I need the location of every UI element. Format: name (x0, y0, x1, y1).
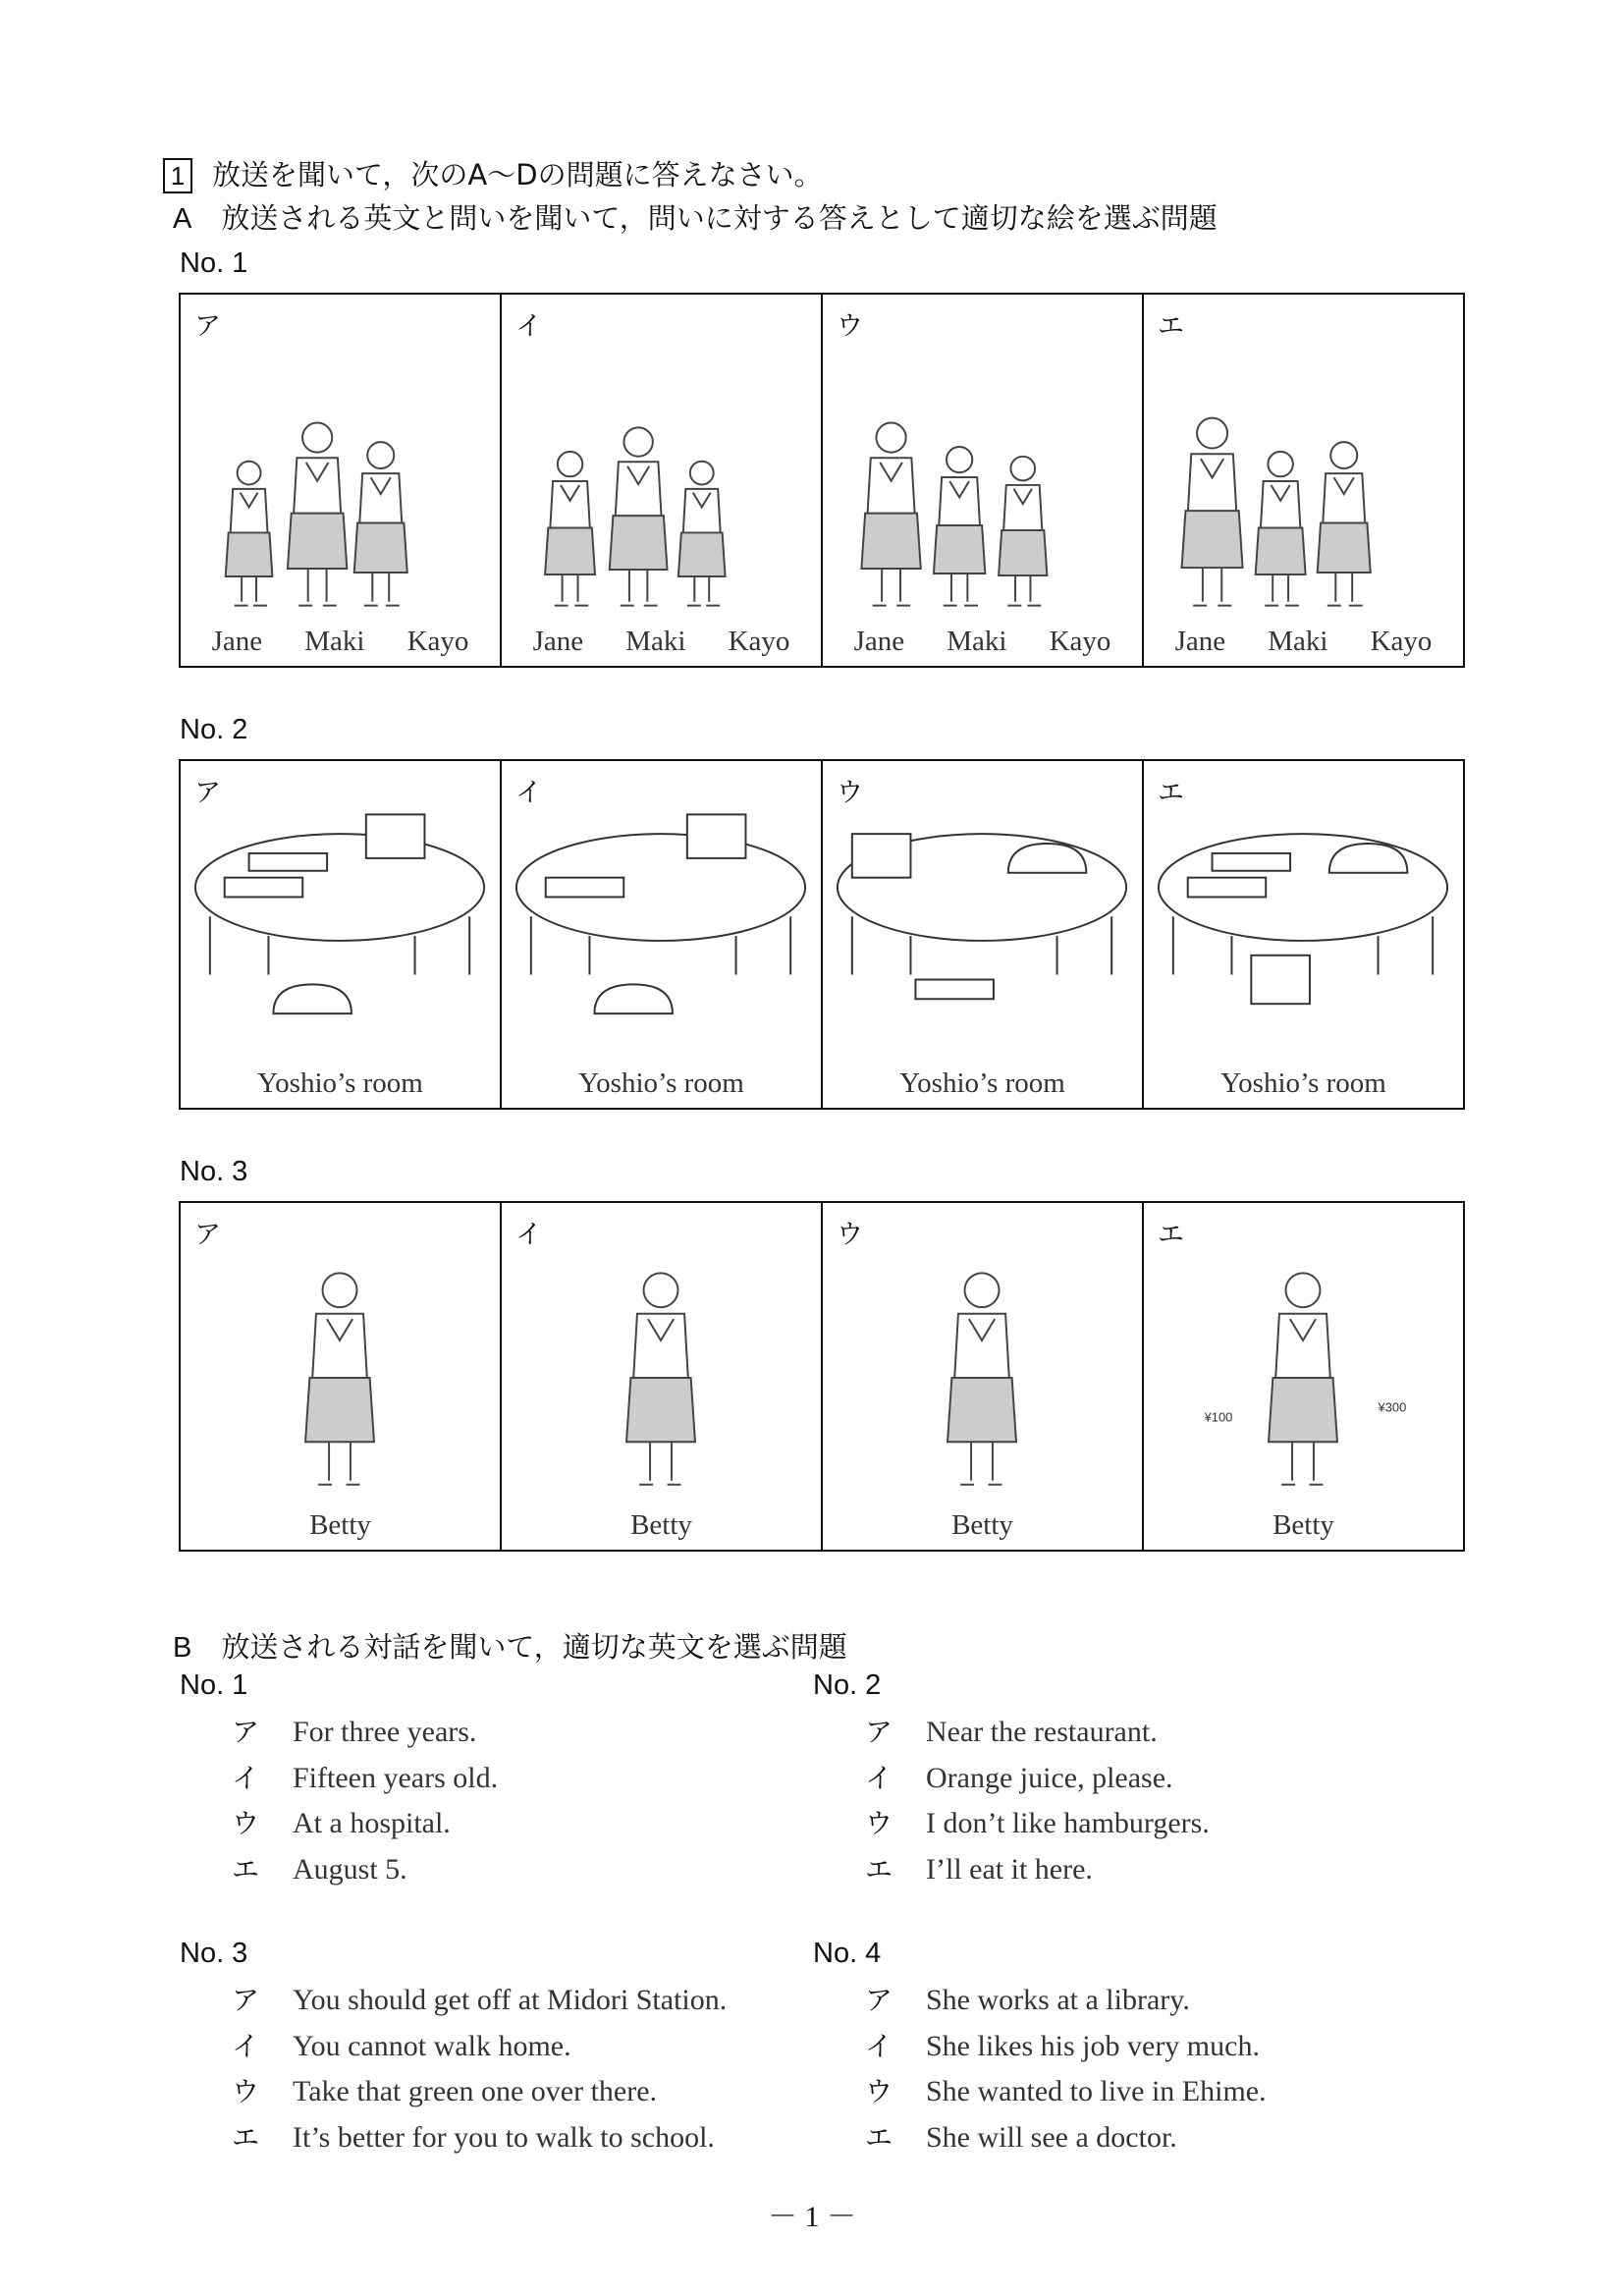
answer-option[interactable] (232, 2116, 715, 2156)
price-tag: ¥300 (1378, 1399, 1407, 1415)
option-text: Fifteen years old. (293, 1761, 499, 1794)
bag-icon (594, 984, 673, 1013)
choice-kana: ウ (837, 311, 863, 342)
girl-figure (678, 462, 726, 606)
option-text: It’s better for you to walk to school. (293, 2120, 715, 2154)
book-icon (915, 979, 994, 999)
answer-option[interactable] (865, 2070, 1267, 2109)
picture-choice[interactable] (1144, 295, 1463, 666)
book-icon (1213, 853, 1291, 871)
section-a-heading (173, 196, 1218, 237)
option-text: I don’t like hamburgers. (926, 1807, 1210, 1839)
illustration (823, 295, 1142, 666)
answer-option[interactable] (232, 1802, 451, 1841)
a-no2-label: No. 2 (180, 714, 248, 745)
option-kana: エ (865, 2120, 893, 2154)
answer-option[interactable] (865, 1802, 1210, 1841)
answer-option[interactable] (232, 1757, 498, 1796)
choice-kana: エ (1158, 311, 1184, 342)
option-kana: エ (232, 1852, 260, 1886)
girl-figure (226, 462, 273, 606)
b-question-label: No. 2 (813, 1669, 882, 1701)
picture-choice[interactable] (181, 295, 502, 666)
option-kana: イ (865, 1761, 893, 1794)
book-icon (249, 853, 328, 871)
answer-option[interactable] (865, 2116, 1177, 2156)
girl-figure (545, 452, 595, 606)
girl-figure (626, 1273, 695, 1484)
girl-figure (610, 427, 668, 605)
b-question-label: No. 4 (813, 1938, 882, 1969)
answer-option[interactable] (865, 1848, 1093, 1887)
a-no3-choices (179, 1201, 1465, 1552)
caption: Yoshio’s room (1220, 1067, 1386, 1099)
caption: Betty (309, 1509, 371, 1541)
a-no1-choices (179, 293, 1465, 668)
girl-figure (947, 1273, 1016, 1484)
answer-option[interactable] (865, 1757, 1173, 1796)
instruction-text: 放送を聞いて，次のA～Dの問題に答えなさい。 (212, 158, 823, 191)
girl-name: Jane (532, 626, 584, 657)
girl-name: Maki (1268, 626, 1328, 657)
choice-kana: エ (1158, 1220, 1184, 1250)
laptop-icon (366, 814, 425, 857)
option-text: You cannot walk home. (293, 2029, 571, 2062)
girl-figure (934, 447, 985, 606)
caption: Yoshio’s room (257, 1067, 423, 1099)
girl-name: Maki (304, 626, 365, 657)
choice-kana: エ (1158, 778, 1184, 808)
girl-name: Maki (625, 626, 686, 657)
choice-kana: イ (515, 1220, 542, 1250)
bag-icon (273, 984, 352, 1013)
illustration (502, 295, 821, 666)
option-kana: イ (232, 2029, 260, 2062)
option-kana: ア (865, 1716, 893, 1748)
a-no2-choices (179, 759, 1465, 1110)
price-tag: ¥100 (1204, 1409, 1233, 1425)
girl-name: Kayo (406, 626, 469, 657)
choice-kana: ウ (837, 1220, 863, 1250)
option-text: Take that green one over there. (293, 2075, 658, 2107)
book-icon (546, 878, 624, 898)
illustration (181, 761, 500, 1108)
picture-choice[interactable] (1144, 761, 1463, 1108)
option-kana: エ (232, 2120, 260, 2154)
illustration (1144, 1203, 1463, 1550)
caption: Betty (1272, 1509, 1334, 1541)
illustration (823, 761, 1142, 1108)
illustration (502, 761, 821, 1108)
choice-kana: ア (194, 311, 221, 342)
illustration (1144, 295, 1463, 666)
a-no3-label: No. 3 (180, 1156, 248, 1187)
picture-choice[interactable] (823, 1203, 1144, 1550)
picture-choice[interactable] (502, 761, 823, 1108)
option-kana: ア (232, 1716, 260, 1748)
option-text: Near the restaurant. (926, 1716, 1158, 1748)
answer-option[interactable] (865, 1979, 1190, 2018)
answer-option[interactable] (232, 2025, 571, 2064)
choice-kana: ウ (837, 778, 863, 808)
illustration (181, 295, 500, 666)
picture-choice[interactable] (502, 295, 823, 666)
laptop-icon (852, 834, 911, 877)
caption: Betty (951, 1509, 1013, 1541)
option-text: You should get off at Midori Station. (293, 1984, 728, 2016)
picture-choice[interactable] (1144, 1203, 1463, 1550)
book-icon (1188, 878, 1267, 898)
option-kana: ウ (865, 2075, 893, 2107)
girl-figure (1318, 442, 1371, 606)
girl-name: Jane (853, 626, 905, 657)
girl-figure (354, 442, 407, 606)
girl-figure (999, 457, 1047, 606)
illustration (181, 1203, 500, 1550)
picture-choice[interactable] (823, 295, 1144, 666)
picture-choice[interactable] (823, 761, 1144, 1108)
illustration (502, 1203, 821, 1550)
section-b-title: 放送される対話を聞いて，適切な英文を選ぶ問題 (221, 1630, 847, 1664)
option-kana: ウ (232, 1807, 260, 1839)
book-icon (225, 878, 303, 898)
option-text: Orange juice, please. (926, 1761, 1173, 1794)
girl-name: Kayo (728, 626, 790, 657)
laptop-icon (687, 814, 746, 857)
answer-option[interactable] (865, 2025, 1260, 2064)
girl-name: Kayo (1370, 626, 1433, 657)
answer-option[interactable] (232, 1848, 407, 1887)
option-kana: ア (865, 1984, 893, 2016)
a-no1-label: No. 1 (180, 247, 248, 279)
option-kana: イ (865, 2029, 893, 2062)
caption: Betty (630, 1509, 692, 1541)
option-kana: ウ (865, 1807, 893, 1839)
picture-choice[interactable] (181, 761, 502, 1108)
girl-figure (1182, 418, 1243, 606)
answer-option[interactable] (232, 1979, 727, 2018)
section-b-heading (173, 1625, 847, 1666)
option-text: At a hospital. (293, 1807, 451, 1839)
b-question-label: No. 3 (180, 1938, 248, 1969)
option-text: She likes his job very much. (926, 2029, 1260, 2062)
option-kana: エ (865, 1852, 893, 1886)
answer-option[interactable] (865, 1711, 1158, 1750)
choice-kana: ア (194, 778, 221, 808)
option-text: August 5. (293, 1852, 407, 1886)
choice-kana: イ (515, 778, 542, 808)
picture-choice[interactable] (181, 1203, 502, 1550)
caption: Yoshio’s room (578, 1067, 744, 1099)
girl-name: Maki (947, 626, 1007, 657)
girl-figure (288, 423, 347, 606)
section-a-label: A (173, 203, 192, 235)
option-kana: イ (232, 1761, 260, 1794)
girl-figure (861, 423, 920, 606)
illustration (1144, 761, 1463, 1108)
answer-option[interactable] (232, 1711, 476, 1750)
girl-name: Jane (211, 626, 263, 657)
option-text: She works at a library. (926, 1984, 1190, 2016)
laptop-icon (1251, 956, 1310, 1004)
picture-choice[interactable] (502, 1203, 823, 1550)
girl-name: Kayo (1049, 626, 1111, 657)
choice-kana: ア (194, 1220, 221, 1250)
caption: Yoshio’s room (899, 1067, 1065, 1099)
section-a-title: 放送される英文と問いを聞いて，問いに対する答えとして適切な絵を選ぶ問題 (221, 201, 1218, 235)
choice-kana: イ (515, 311, 542, 342)
option-text: She will see a doctor. (926, 2120, 1177, 2154)
girl-figure (1269, 1273, 1337, 1484)
page-number: － 1 － (768, 2201, 856, 2233)
option-text: She wanted to live in Ehime. (926, 2075, 1267, 2107)
option-text: For three years. (293, 1716, 477, 1748)
b-question-label: No. 1 (180, 1669, 248, 1701)
option-text: I’ll eat it here. (926, 1852, 1093, 1886)
section-b-label: B (173, 1632, 192, 1664)
girl-figure (305, 1273, 374, 1484)
girl-name: Jane (1174, 626, 1226, 657)
question-number-box: 1 (163, 158, 192, 193)
question-heading (163, 153, 823, 193)
illustration (823, 1203, 1142, 1550)
answer-option[interactable] (232, 2070, 657, 2109)
girl-figure (1256, 452, 1306, 606)
option-kana: ウ (232, 2075, 260, 2107)
option-kana: ア (232, 1984, 260, 2016)
